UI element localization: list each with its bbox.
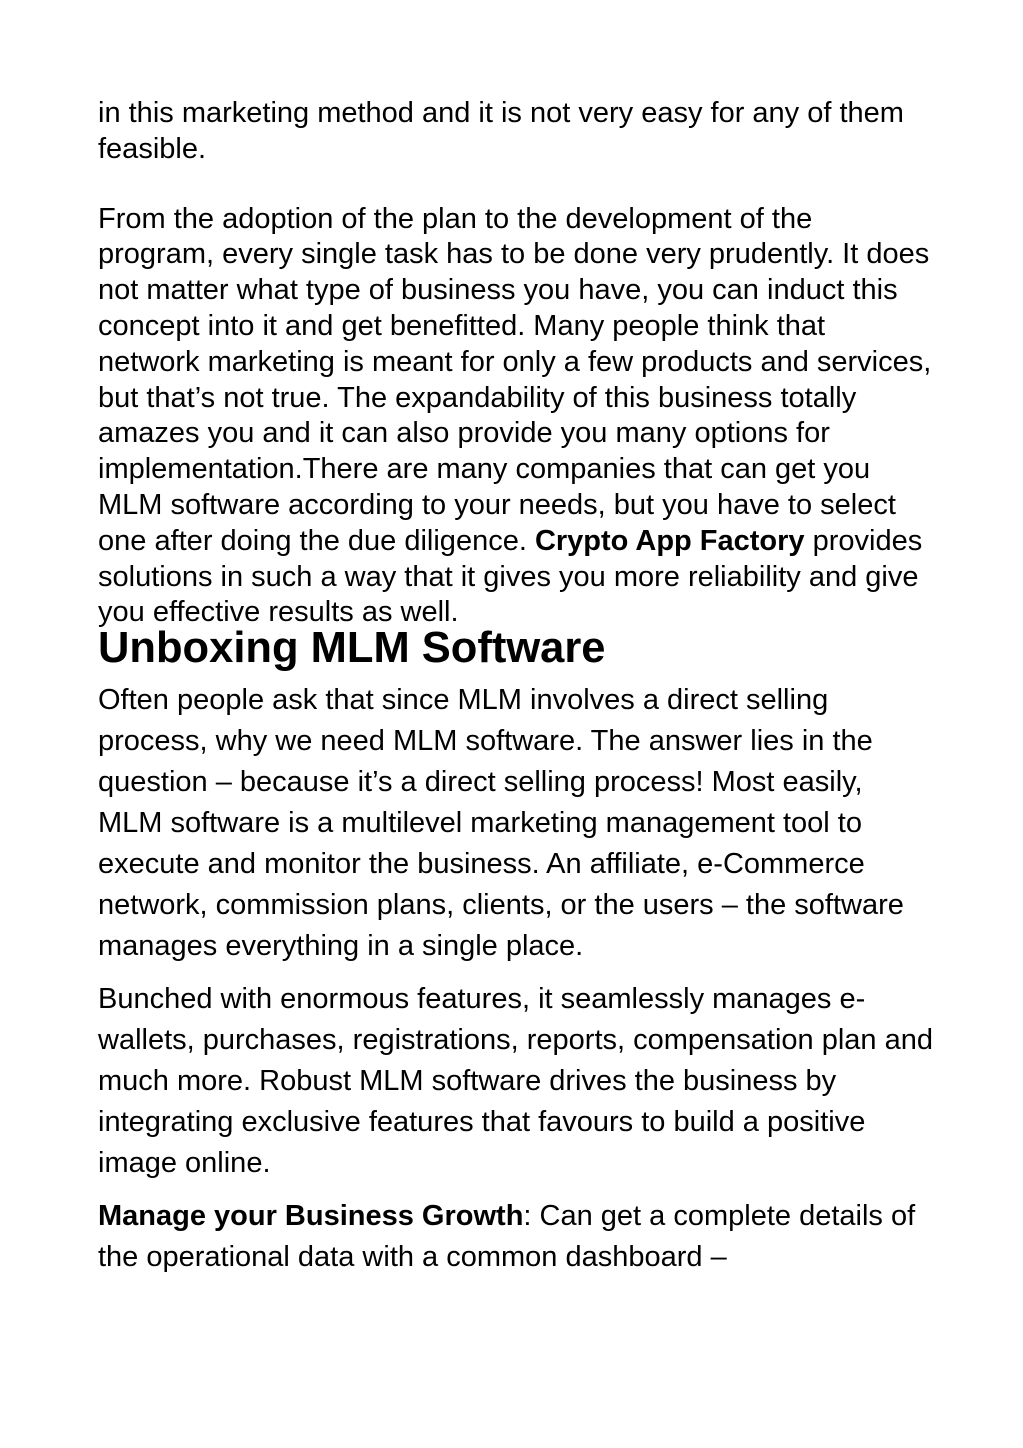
paragraph-plan-text: From the adoption of the plan to the development of the program, every single task has to be done very prudently. It does not matter what type of business you have, you can induct this concept into it and get benefitted. Many people think that network marketing is meant for only a few products and services, but that’s not true. The expandability of this business totally amazes you and it can also provide you many options for implementation.There are many companies that can get you MLM software according to your needs, but you have to select one after doing the due diligence. <box>98 202 932 557</box>
paragraph-intro-continuation: in this marketing method and it is not very easy for any of them feasible. <box>98 97 904 165</box>
document-page <box>98 96 933 1278</box>
paragraph-features: Bunched with enormous features, it seamlessly manages e-wallets, purchases, registrations, reports, compensation plan and much more. Robust MLM software drives the business by integrating exclusive features that favours to build a positive image online. <box>98 982 933 1179</box>
paragraph-business-growth <box>98 1196 933 1278</box>
feature-description: : Can get a complete details of the operational data with a common dashboard – <box>98 1199 916 1273</box>
feature-title-bold: Manage your Business Growth <box>98 1199 524 1232</box>
paragraph-plan-adoption <box>98 202 933 632</box>
section-heading-unboxing-mlm-software: Unboxing MLM Software <box>98 624 606 673</box>
paragraph-plan-text-end: provides solutions in such a way that it gives you more reliability and give you effective results as well. <box>98 524 923 629</box>
company-name-bold: Crypto App Factory <box>534 524 805 557</box>
paragraph-spacer <box>98 168 933 202</box>
paragraph-why-mlm-software: Often people ask that since MLM involves a direct selling process, why we need MLM software. The answer lies in the question – because it’s a direct selling process! Most easily, MLM software is a multilevel marketing management tool to execute and monitor the business. An affiliate, e-Commerce network, commission plans, clients, or the users – the software manages everything in a single place. <box>98 683 904 962</box>
